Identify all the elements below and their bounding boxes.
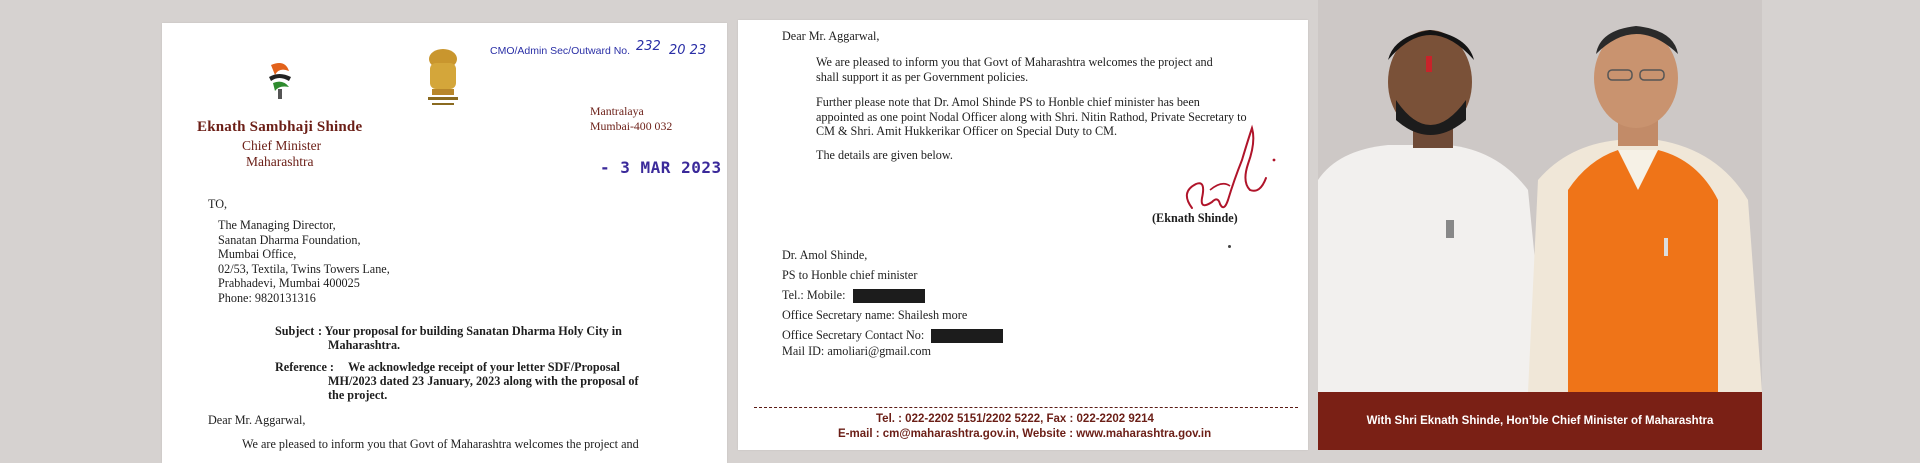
to-label: TO, bbox=[208, 197, 228, 211]
secretary-contact-label: Office Secretary Contact No: bbox=[782, 328, 925, 342]
redacted-secretary-phone bbox=[931, 329, 1003, 343]
mail-id: Mail ID: amoliari@gmail.com bbox=[782, 344, 931, 358]
salutation: Dear Mr. Aggarwal, bbox=[208, 413, 306, 427]
sender-name: Eknath Sambhaji Shinde bbox=[197, 119, 363, 135]
party-logo-icon bbox=[265, 61, 295, 101]
para2-line-2: appointed as one point Nodal Officer along with Shri. Nitin Rathod, Private Secretary to bbox=[816, 110, 1247, 124]
outward-number: 232 bbox=[636, 39, 661, 54]
cm-letter-page-2 bbox=[738, 20, 1308, 450]
footer-web: E-mail : cm@maharashtra.gov.in, Website : www.maharashtra.gov.in bbox=[838, 428, 1212, 440]
salutation: Dear Mr. Aggarwal, bbox=[782, 29, 880, 43]
sender-title: Chief Minister bbox=[242, 138, 322, 153]
reference-line-2: MH/2023 dated 23 January, 2023 along with the proposal of bbox=[328, 374, 639, 388]
sender-state: Maharashtra bbox=[246, 154, 314, 169]
reference-label: Reference : bbox=[275, 360, 334, 374]
recipient-line: Phone: 9820131316 bbox=[218, 290, 316, 305]
footer-contact: Tel. : 022-2202 5151/2202 5222, Fax : 022-2202 9214 bbox=[876, 413, 1154, 425]
contact-role: PS to Honble chief minister bbox=[782, 268, 918, 282]
redacted-phone bbox=[853, 289, 925, 303]
para1-line-2: shall support it as per Government policies. bbox=[816, 70, 1029, 84]
recipient-line: 02/53, Textila, Twins Towers Lane, bbox=[218, 261, 390, 276]
para2-line-1: Further please note that Dr. Amol Shinde PS to Honble chief minister has been bbox=[816, 95, 1200, 109]
tel-label: Tel.: Mobile: bbox=[782, 288, 846, 302]
subject-line-2: Maharashtra. bbox=[328, 338, 401, 352]
para3: The details are given below. bbox=[816, 148, 953, 162]
recipient-line: Prabhadevi, Mumbai 400025 bbox=[218, 276, 360, 290]
para1-line-1: We are pleased to inform you that Govt of Maharashtra welcomes the project and bbox=[816, 55, 1213, 69]
signatory-name: (Eknath Shinde) bbox=[1152, 211, 1238, 225]
office-line-1: Mantralaya bbox=[590, 104, 644, 118]
recipient-line: Mumbai Office, bbox=[218, 247, 297, 261]
contact-name: Dr. Amol Shinde, bbox=[782, 248, 868, 262]
outward-year: 20 23 bbox=[669, 43, 707, 58]
para2-line-3: CM & Shri. Amit Hukkerikar Officer on Special Duty to CM. bbox=[816, 124, 1118, 138]
cm-letter-page-1 bbox=[162, 23, 727, 463]
recipient-address bbox=[218, 218, 390, 305]
photo-with-chief-minister bbox=[1318, 0, 1762, 450]
recipient-line: The Managing Director, bbox=[218, 218, 336, 232]
footer-divider bbox=[754, 407, 1298, 408]
photo-caption: With Shri Eknath Shinde, Hon’ble Chief Minister of Maharashtra bbox=[1318, 392, 1762, 450]
date-stamp: - 3 MAR 2023 bbox=[600, 158, 722, 177]
secretary-name: Office Secretary name: Shailesh more bbox=[782, 308, 968, 322]
tel-row bbox=[782, 288, 925, 303]
state-emblem-icon bbox=[420, 45, 466, 109]
portrait-illustration bbox=[1318, 0, 1762, 450]
body-first-line: We are pleased to inform you that Govt of Maharashtra welcomes the project and bbox=[242, 437, 639, 451]
secretary-contact-row bbox=[782, 328, 1003, 343]
recipient-line: Sanatan Dharma Foundation, bbox=[218, 232, 361, 247]
outward-label: CMO/Admin Sec/Outward No. bbox=[490, 45, 631, 57]
ink-dot bbox=[1228, 245, 1231, 248]
reference-line-1: We acknowledge receipt of your letter SDF/Proposal bbox=[348, 360, 620, 374]
reference-line-3: the project. bbox=[328, 388, 388, 402]
subject-line-1: : Your proposal for building Sanatan Dharma Holy City in bbox=[318, 324, 622, 338]
subject-label: Subject bbox=[275, 324, 315, 338]
office-line-2: Mumbai-400 032 bbox=[590, 119, 673, 133]
